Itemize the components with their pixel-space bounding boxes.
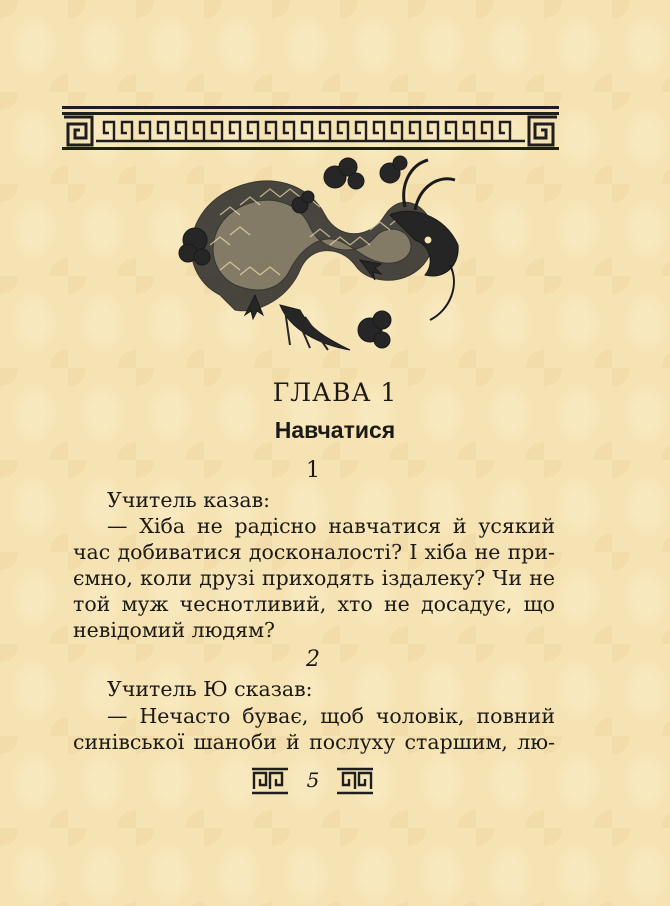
section-number-1: 1 (306, 458, 320, 483)
page-number: 5 (306, 768, 320, 792)
chapter-title: ГЛАВА 1 (272, 378, 398, 407)
paragraph-2 (73, 703, 555, 755)
section-number-2: 2 (306, 647, 320, 672)
speaker-line-1: Учитель казав: (107, 488, 271, 512)
header-rule (62, 106, 559, 109)
text-line: — Нечасто буває, щоб чоловік, повний (107, 704, 555, 728)
text-line: — Хіба не радісно навчатися й усякий (107, 514, 555, 538)
text-line: невідомий людям? (73, 618, 276, 642)
chapter-subtitle: Навчатися (274, 417, 396, 443)
text-line: ємно, коли друзі приходять іздалеку? Чи не (73, 566, 555, 590)
text-line: синівської шаноби й послуху старшим, лю- (73, 730, 555, 754)
paragraph-1 (73, 513, 555, 643)
text-line: той муж чеснотливий, хто не досадує, що (73, 592, 555, 616)
speaker-line-2: Учитель Ю сказав: (107, 677, 313, 701)
text-line: час добиватися досконалості? І хіба не при- (73, 540, 555, 564)
dragon-icon (160, 145, 465, 370)
